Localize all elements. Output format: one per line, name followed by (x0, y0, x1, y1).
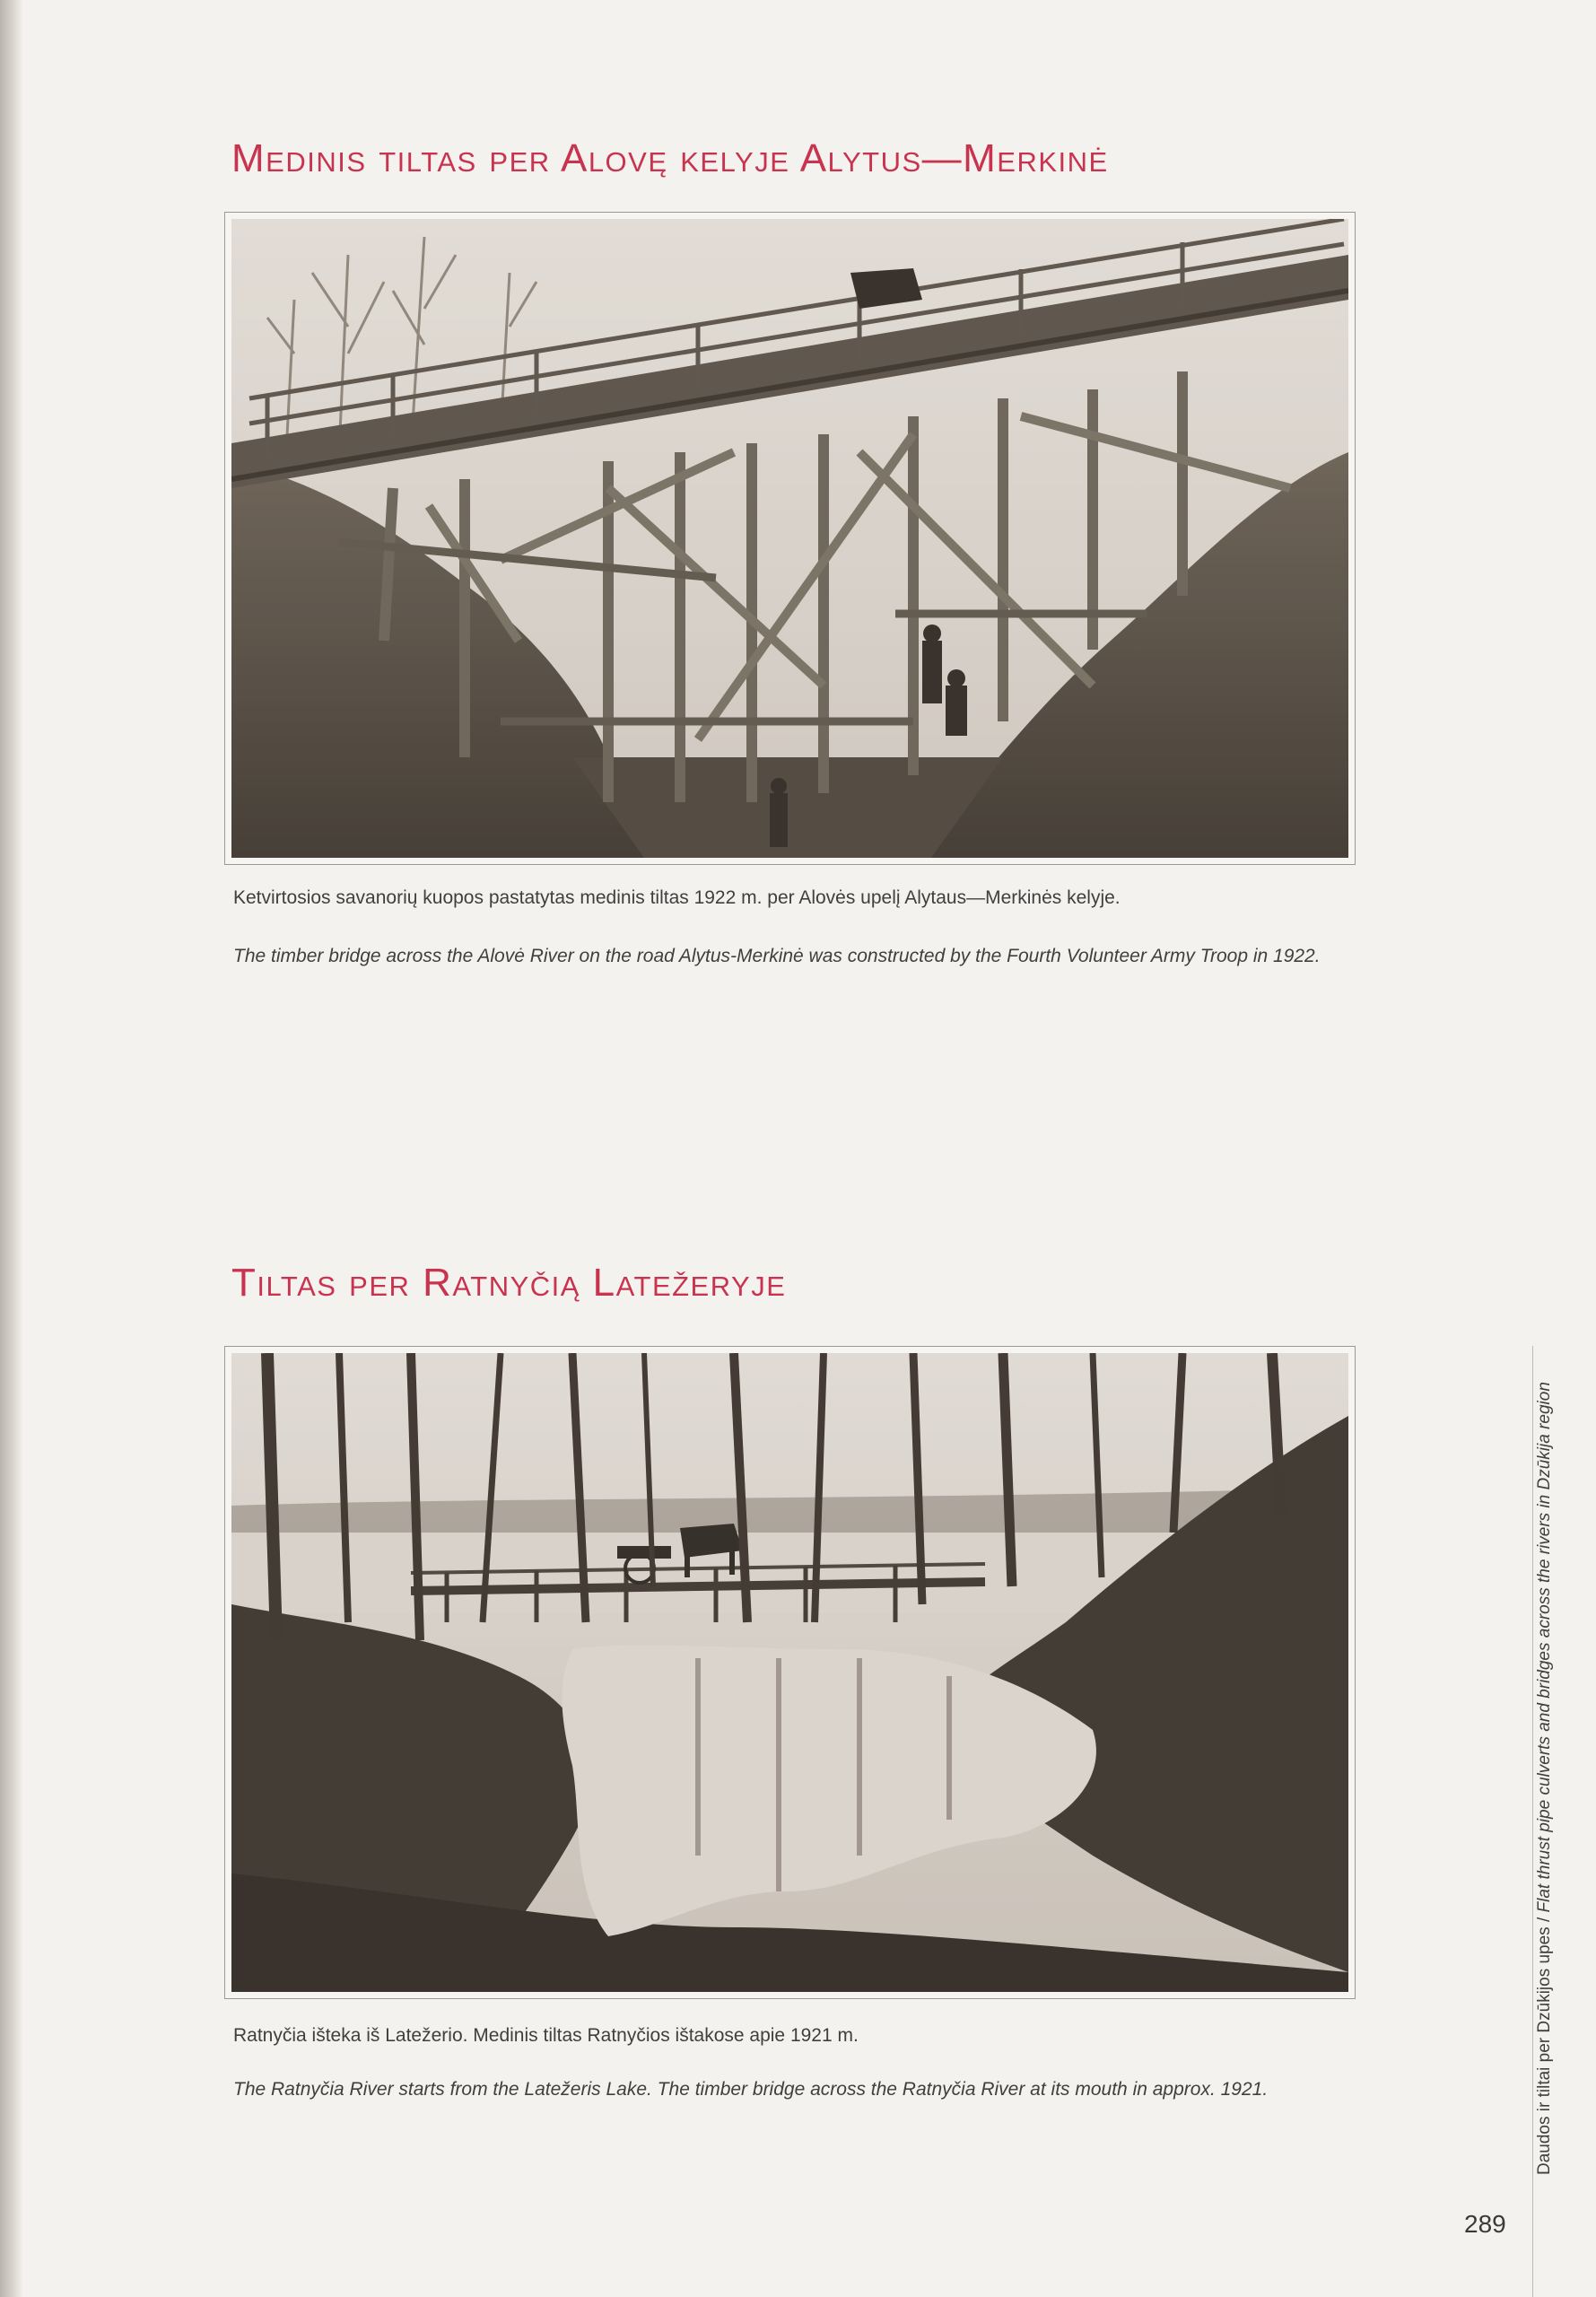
section-title-ratnycia-bridge: Tiltas per Ratnyčią Latežeryje (231, 1261, 787, 1305)
caption-alove-english: The timber bridge across the Alovė River on the road Alytus-Merkinė was constructed by the Fourth Volunteer Army Troop in 1922. (233, 946, 1321, 966)
photo-ratnycia-timber-bridge (224, 1346, 1356, 1999)
running-head-english: Flat thrust pipe culverts and bridges across the rivers in Dzūkija region (1535, 1382, 1554, 1913)
photo-river-bridge-image (231, 1353, 1348, 1992)
page-number: 289 (1464, 2210, 1506, 2238)
section-title-alove-bridge: Medinis tiltas per Alovę kelyje Alytus—Merkinė (231, 136, 1109, 180)
running-head-lithuanian: Daudos ir tiltai per Dzūkijos upes / (1535, 1912, 1554, 2175)
page-binding-shadow (0, 0, 23, 2297)
photo-alove-timber-bridge (224, 212, 1356, 865)
running-head-divider (1532, 1346, 1533, 2297)
caption-ratnycia-lithuanian: Ratnyčia išteka iš Latežerio. Medinis tiltas Ratnyčios ištakose apie 1921 m. (233, 2025, 859, 2046)
caption-ratnycia-english: The Ratnyčia River starts from the Latežeris Lake. The timber bridge across the Ratnyčia River at its mouth in approx. 1921. (233, 2079, 1269, 2100)
caption-alove-lithuanian: Ketvirtosios savanorių kuopos pastatytas medinis tiltas 1922 m. per Alovės upelį Alytaus—Merkinės kelyje. (233, 887, 1121, 908)
photo-timber-bridge-image (231, 219, 1348, 858)
running-head (1535, 1367, 1555, 2175)
